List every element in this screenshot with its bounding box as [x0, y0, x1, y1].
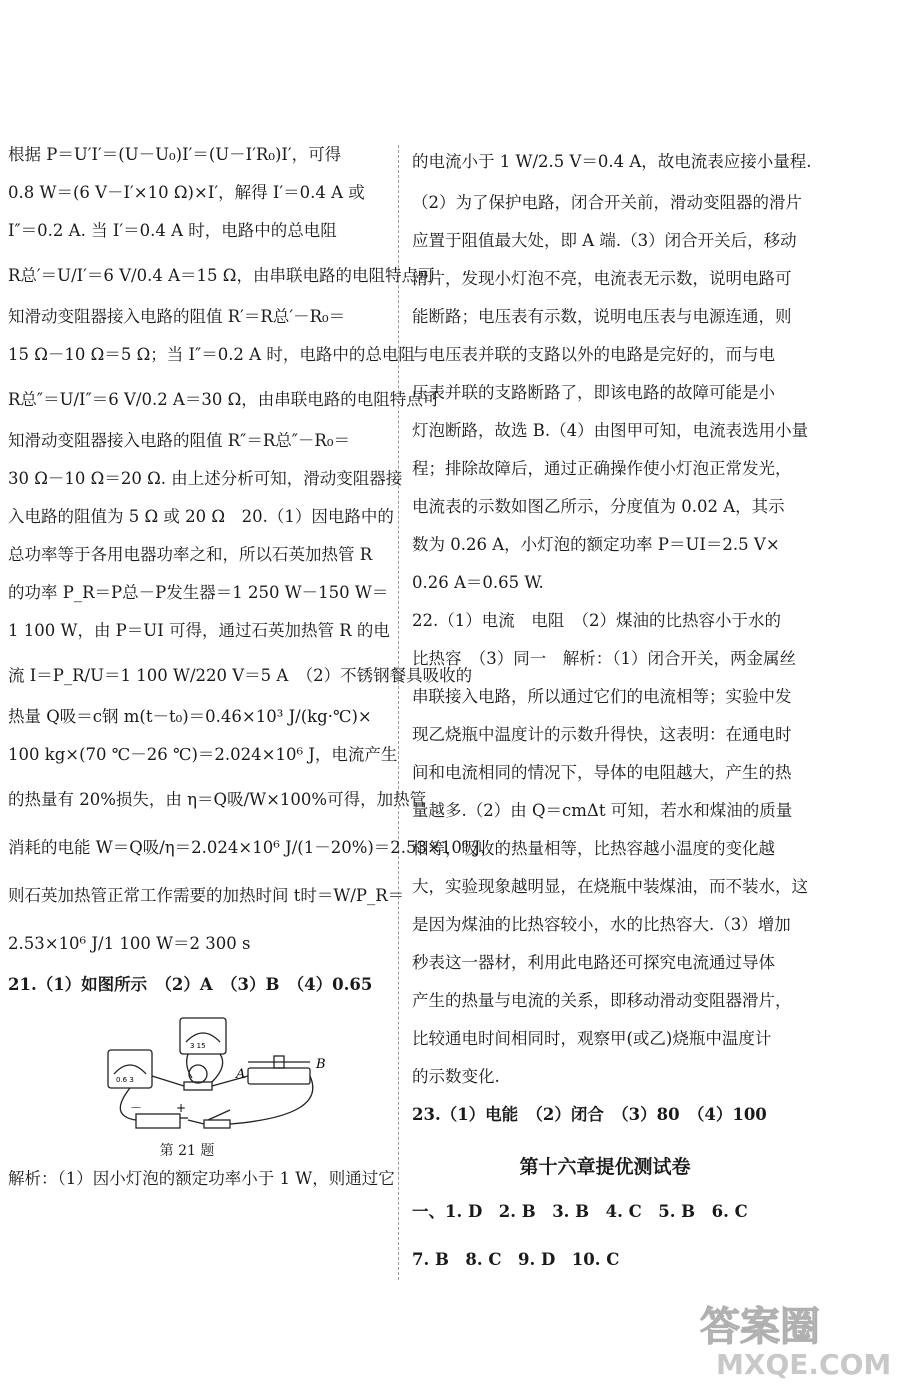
text-line: 能断路；电压表有示数，说明电压表与电源连通，则: [412, 307, 792, 326]
figure-caption: 第 21 题: [159, 1143, 215, 1159]
text-line: 产生的热量与电流的关系，即移动滑动变阻器滑片，: [412, 991, 792, 1010]
text-line: 比热容 （3）同一 解析：（1）闭合开关，两金属丝: [412, 649, 796, 668]
text-line: 量越多.（2）由 Q＝cmΔt 可知，若水和煤油的质量: [412, 801, 793, 820]
text-line: R总″＝U/I″＝6 V/0.2 A＝30 Ω，由串联电路的电阻特点可: [8, 390, 440, 409]
text-line: 流 I＝P_R/U＝1 100 W/220 V＝5 A （2）不锈钢餐具吸收的: [8, 666, 473, 685]
text-line: 与电压表并联的支路以外的电路是完好的，而与电: [412, 345, 775, 364]
text-line: 比较通电时间相同时，观察甲(或乙)烧瓶中温度计: [412, 1029, 772, 1048]
text-line: 压表并联的支路断路了，即该电路的故障可能是小: [412, 383, 775, 402]
right-column: [412, 140, 812, 1286]
text-line: 秒表这一器材，利用此电路还可探究电流通过导体: [412, 953, 775, 972]
text-line: 0.26 A＝0.65 W.: [412, 573, 544, 592]
text-line: 知滑动变阻器接入电路的阻值 R′＝R总′－R₀＝: [8, 307, 346, 326]
text-line: 30 Ω－10 Ω＝20 Ω. 由上述分析可知，滑动变阻器接: [8, 469, 403, 488]
text-line: 滑片，发现小灯泡不亮，电流表无示数，说明电路可: [412, 269, 792, 288]
text-line: 1 100 W，由 P＝UI 可得，通过石英加热管 R 的电: [8, 621, 390, 640]
watermark-logo: [680, 1292, 890, 1382]
ammeter-scale: 0.6 3: [116, 1076, 134, 1084]
text-line: R总′＝U/I′＝6 V/0.4 A＝15 Ω，由串联电路的电阻特点可: [8, 266, 435, 285]
text-line: 的功率 P_R＝P总－P发生器＝1 250 W－150 W＝: [8, 583, 389, 602]
watermark-text-bottom: MXQE.COM: [716, 1348, 890, 1381]
text-line: 则石英加热管正常工作需要的加热时间 t时＝W/P_R＝: [8, 886, 405, 905]
mc-answers-1: 一、1. D 2. B 3. B 4. C 5. B 6. C: [412, 1202, 748, 1221]
circuit-diagram: [88, 1016, 358, 1136]
q23-answer: 23.（1）电能 （2）闭合 （3）80 （4）100: [412, 1105, 767, 1124]
label-plus: +: [176, 1101, 187, 1115]
text-line: 的示数变化.: [412, 1067, 500, 1086]
text-line: 消耗的电能 W＝Q吸/η＝2.024×10⁶ J/(1－20%)＝2.53×10⁶ J，: [8, 838, 497, 857]
voltmeter-scale: 3 15: [190, 1042, 206, 1050]
text-line: 是因为煤油的比热容较小，水的比热容大.（3）增加: [412, 915, 791, 934]
text-line: 入电路的阻值为 5 Ω 或 20 Ω 20.（1）因电路中的: [8, 507, 394, 526]
text-line: 根据 P＝U′I′＝(U－U₀)I′＝(U－I′R₀)I′，可得: [8, 145, 342, 164]
text-line: 知滑动变阻器接入电路的阻值 R″＝R总″－R₀＝: [8, 431, 350, 450]
text-line: 间和电流相同的情况下，导体的电阻越大，产生的热: [412, 763, 792, 782]
text-line: I″＝0.2 A. 当 I′＝0.4 A 时，电路中的总电阻: [8, 221, 337, 240]
text-line: 100 kg×(70 ℃－26 ℃)＝2.024×10⁶ J，电流产生: [8, 745, 398, 764]
text-line: 热量 Q吸＝c钢 m(t－t₀)＝0.46×10³ J/(kg·℃)×: [8, 707, 372, 726]
text-line: 的电流小于 1 W/2.5 V＝0.4 A，故电流表应接小量程.: [412, 152, 812, 171]
text-line: 22.（1）电流 电阻 （2）煤油的比热容小于水的: [412, 611, 781, 630]
text-line: 串联接入电路，所以通过它们的电流相等；实验中发: [412, 687, 792, 706]
label-b: B: [316, 1057, 326, 1072]
mc-answers-2: 7. B 8. C 9. D 10. C: [412, 1250, 620, 1269]
text-line: 相等，吸收的热量相等，比热容越小温度的变化越: [412, 839, 775, 858]
column-divider: [398, 145, 399, 1280]
text-line: 大，实验现象越明显，在烧瓶中装煤油，而不装水，这: [412, 877, 808, 896]
label-a: A: [236, 1067, 246, 1082]
text-line: 0.8 W＝(6 V－I′×10 Ω)×I′，解得 I′＝0.4 A 或: [8, 183, 365, 202]
text-line: 数为 0.26 A，小灯泡的额定功率 P＝UI＝2.5 V×: [412, 535, 780, 554]
label-minus: －: [130, 1101, 143, 1115]
text-line: 15 Ω－10 Ω＝5 Ω；当 I″＝0.2 A 时，电路中的总电阻: [8, 345, 415, 364]
text-line: 现乙烧瓶中温度计的示数升得快，这表明：在通电时: [412, 725, 792, 744]
text-line: （2）为了保护电路，闭合开关前，滑动变阻器的滑片: [412, 193, 802, 212]
analysis-line: 解析：（1）因小灯泡的额定功率小于 1 W，则通过它: [8, 1169, 395, 1188]
text-line: 电流表的示数如图乙所示，分度值为 0.02 A，其示: [412, 497, 785, 516]
text-line: 灯泡断路，故选 B.（4）由图甲可知，电流表选用小量: [412, 421, 809, 440]
chapter-heading: 第十六章提优测试卷: [519, 1156, 691, 1178]
text-line: 的热量有 20%损失，由 η＝Q吸/W×100%可得，加热管: [8, 790, 427, 809]
q21-answer: 21.（1）如图所示 （2）A （3）B （4）0.65: [8, 975, 373, 994]
text-line: 总功率等于各用电器功率之和，所以石英加热管 R: [8, 545, 373, 564]
watermark-text-top: 答案圈: [700, 1304, 820, 1350]
circuit-svg: [88, 1016, 358, 1136]
text-line: 程；排除故障后，通过正确操作使小灯泡正常发光，: [412, 459, 792, 478]
text-line: 2.53×10⁶ J/1 100 W＝2 300 s: [8, 934, 251, 953]
text-line: 应置于阻值最大处，即 A 端.（3）闭合开关后，移动: [412, 231, 797, 250]
